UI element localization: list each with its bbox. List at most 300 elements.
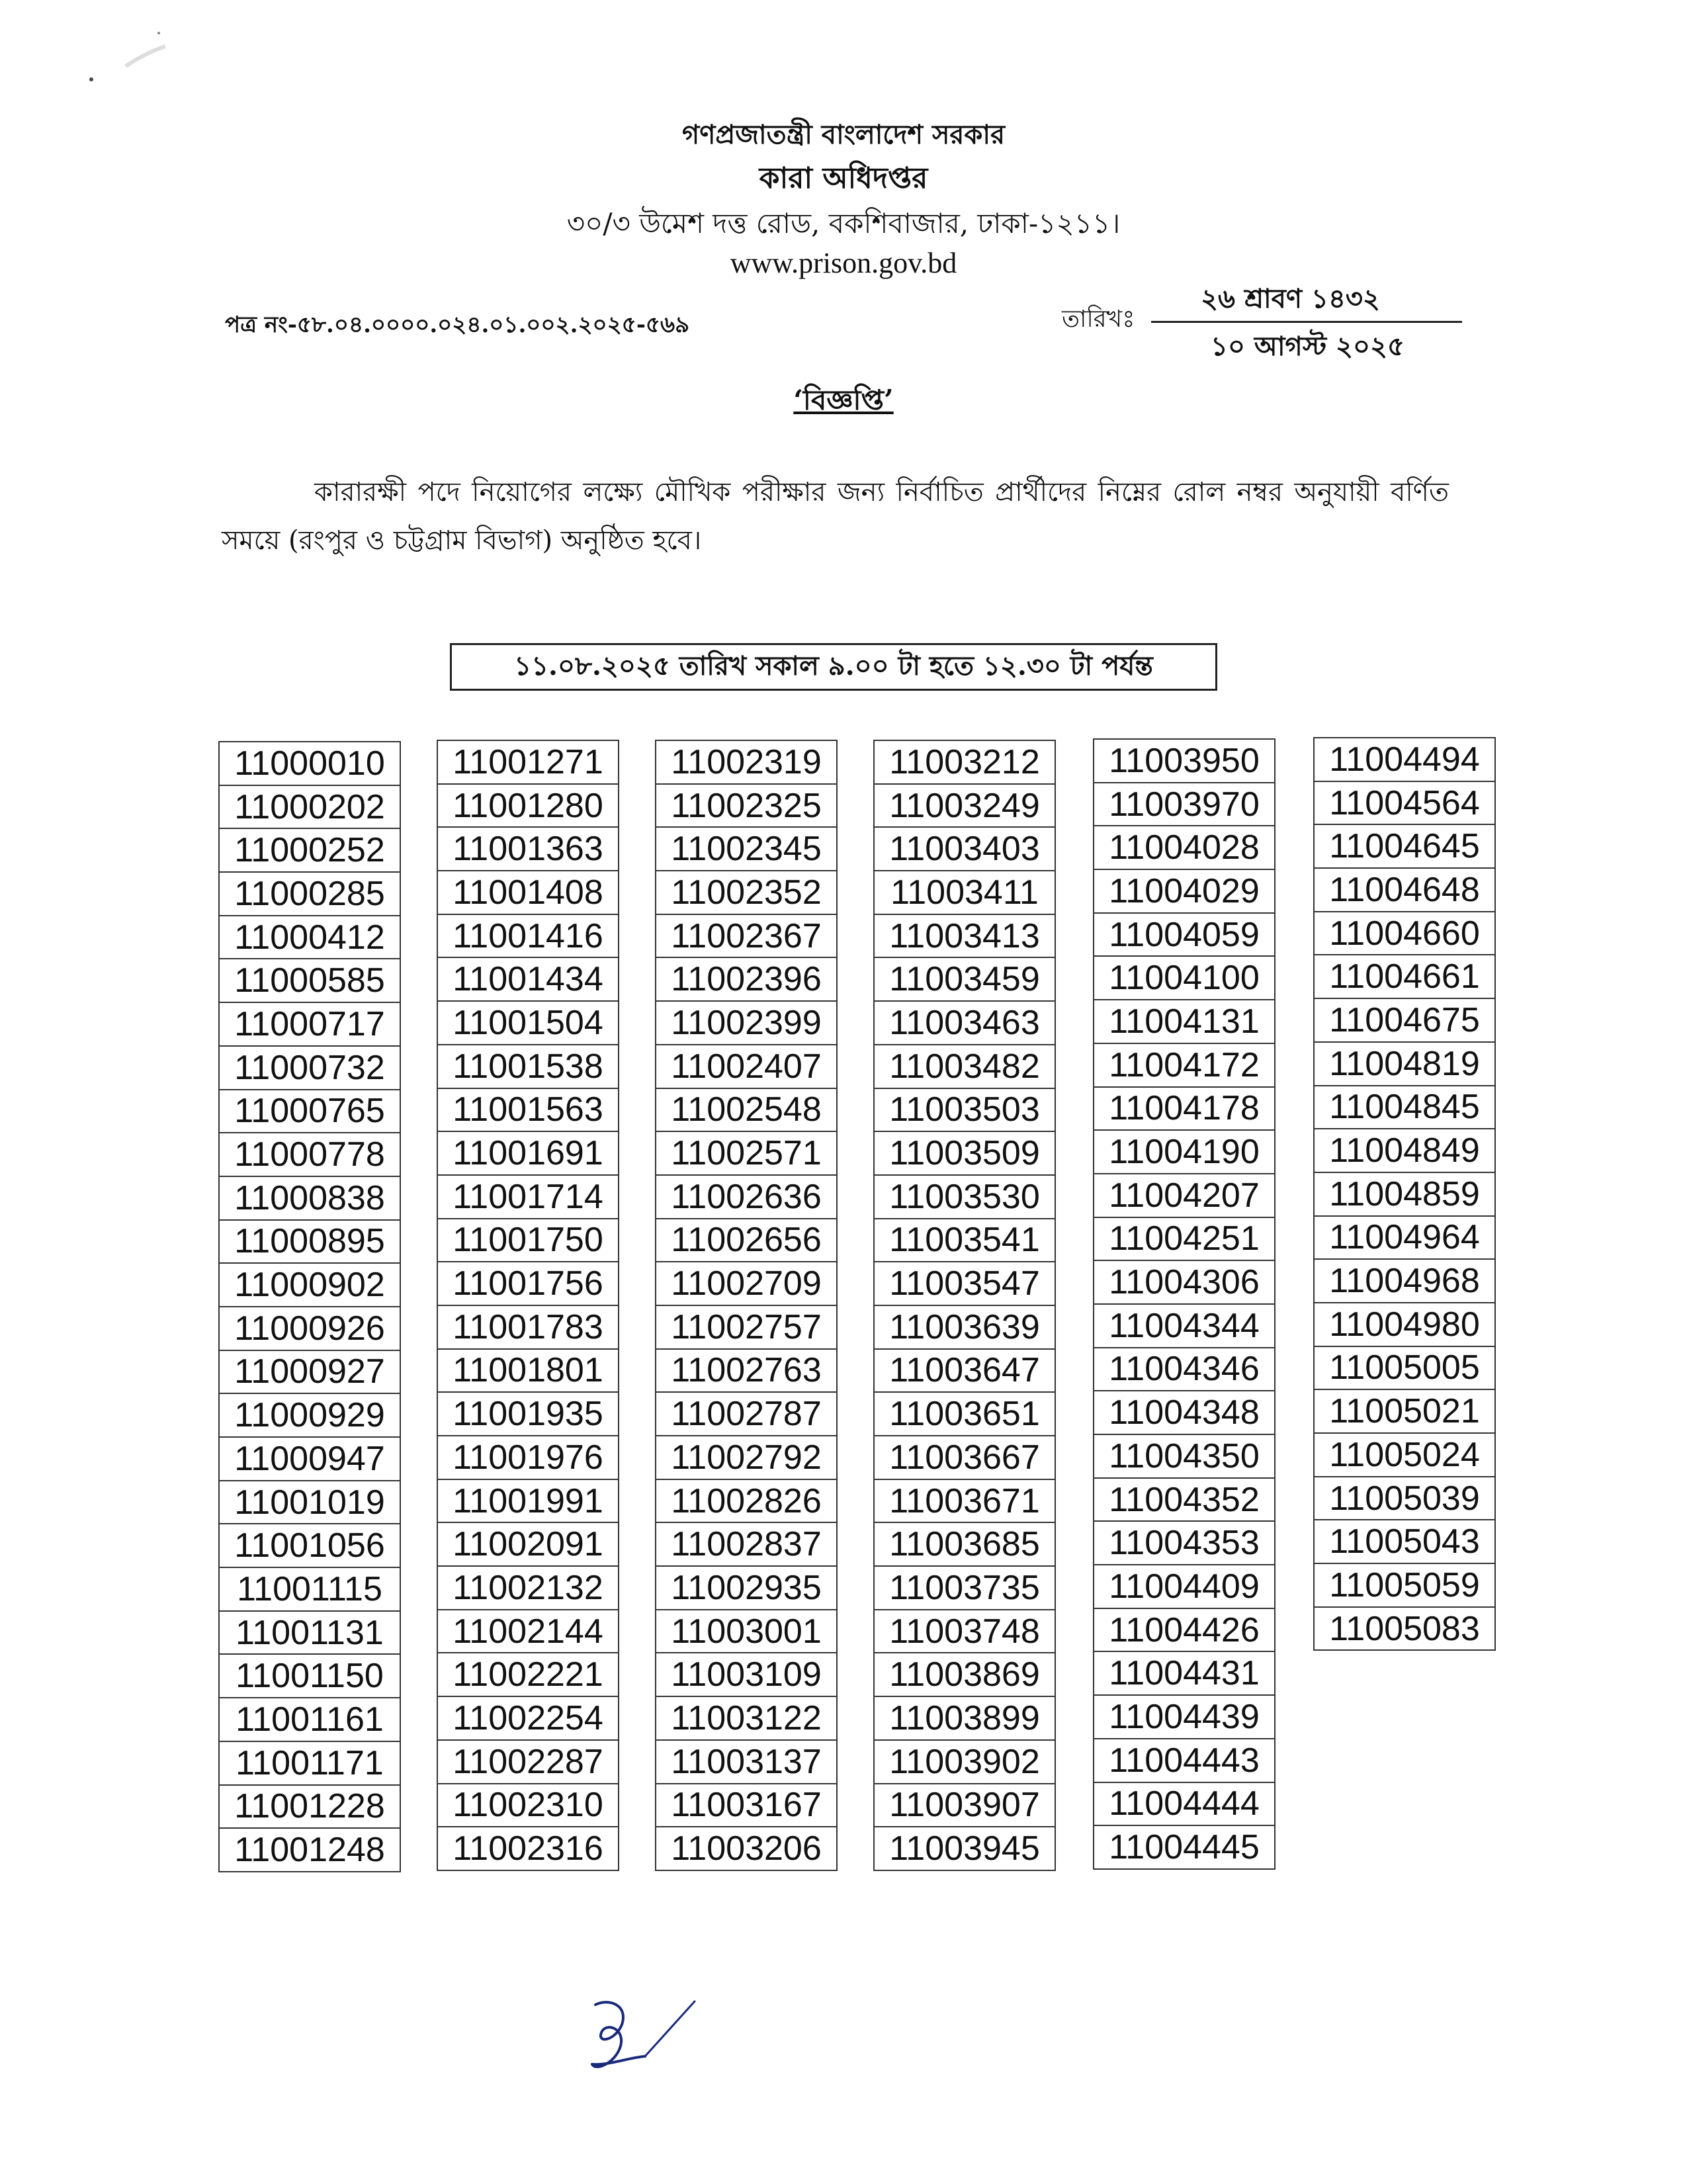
roll-row: [1094, 1174, 1275, 1217]
roll-row: [874, 1219, 1055, 1262]
website-url: www.prison.gov.bd: [730, 247, 957, 279]
roll-number-cell: 11004494: [1314, 738, 1495, 781]
roll-number-column-3: [655, 740, 838, 1871]
roll-row: [656, 784, 837, 828]
roll-row: [1314, 868, 1495, 912]
roll-row: [1314, 1086, 1495, 1129]
roll-number-cell: 11003459: [874, 957, 1055, 1001]
date-divider: [1151, 321, 1462, 323]
roll-number-cell: 11000765: [219, 1090, 400, 1133]
roll-row: [874, 1784, 1055, 1827]
signature: [582, 1991, 701, 2077]
roll-number-cell: 11001019: [219, 1481, 400, 1524]
roll-number-cell: 11000838: [219, 1176, 400, 1220]
roll-number-cell: 11002367: [656, 914, 837, 958]
roll-number-cell: 11003137: [656, 1740, 837, 1784]
roll-row: [656, 914, 837, 958]
roll-row: [437, 1305, 619, 1349]
roll-row: [1094, 1825, 1275, 1869]
roll-row: [1314, 1477, 1495, 1520]
roll-row: [437, 1349, 619, 1393]
roll-number-cell: 11002548: [656, 1088, 837, 1132]
roll-row: [219, 742, 400, 785]
roll-row: [219, 828, 400, 872]
roll-number-cell: 11004352: [1094, 1478, 1275, 1522]
roll-row: [1094, 1434, 1275, 1478]
roll-row: [874, 1305, 1055, 1349]
roll-number-cell: 11000929: [219, 1393, 400, 1437]
roll-row: [1094, 1651, 1275, 1695]
roll-row: [437, 914, 619, 958]
roll-row: [874, 1045, 1055, 1088]
roll-row: [1314, 955, 1495, 998]
roll-number-cell: 11003503: [874, 1088, 1055, 1132]
roll-number-cell: 11000202: [219, 785, 400, 829]
roll-number-cell: 11000947: [219, 1437, 400, 1481]
roll-row: [1314, 998, 1495, 1042]
roll-number-cell: 11004178: [1094, 1087, 1275, 1131]
roll-row: [1094, 1130, 1275, 1174]
roll-row: [437, 1436, 619, 1479]
roll-row: [1314, 912, 1495, 955]
roll-number-cell: 11000717: [219, 1002, 400, 1046]
roll-number-cell: 11003869: [874, 1653, 1055, 1696]
roll-number-cell: 11004350: [1094, 1434, 1275, 1478]
department-name: কারা অধিদপ্তর: [759, 161, 928, 195]
roll-number-cell: 11003413: [874, 914, 1055, 958]
roll-row: [656, 1479, 837, 1523]
roll-row: [437, 740, 619, 784]
roll-number-cell: 11001935: [437, 1392, 619, 1436]
roll-row: [874, 1696, 1055, 1740]
roll-number-cell: 11003950: [1094, 739, 1275, 783]
roll-number-cell: 11002287: [437, 1740, 619, 1784]
roll-number-cell: 11004131: [1094, 1000, 1275, 1043]
roll-number-cell: 11004845: [1314, 1086, 1495, 1129]
roll-number-cell: 11004968: [1314, 1259, 1495, 1303]
roll-number-cell: 11001504: [437, 1001, 619, 1045]
roll-number-cell: 11003541: [874, 1219, 1055, 1262]
roll-row: [219, 959, 400, 1002]
notice-title: [0, 378, 1687, 425]
roll-number-cell: 11002407: [656, 1045, 837, 1088]
roll-number-cell: 11003482: [874, 1045, 1055, 1088]
roll-number-cell: 11001563: [437, 1088, 619, 1132]
roll-row: [656, 740, 837, 784]
roll-number-cell: 11002787: [656, 1392, 837, 1436]
date-label: তারিখঃ: [1062, 306, 1135, 333]
roll-number-column-4: [873, 740, 1056, 1871]
roll-row: [874, 1131, 1055, 1175]
roll-row: [874, 1349, 1055, 1393]
roll-number-cell: 11003651: [874, 1392, 1055, 1436]
roll-row: [1094, 1521, 1275, 1565]
roll-number-cell: 11004819: [1314, 1042, 1495, 1086]
roll-row: [874, 1479, 1055, 1523]
roll-number-cell: 11003639: [874, 1305, 1055, 1349]
roll-number-cell: 11001408: [437, 871, 619, 914]
roll-row: [874, 784, 1055, 828]
roll-row: [219, 1567, 400, 1611]
roll-number-cell: 11002709: [656, 1262, 837, 1305]
government-name: গণপ্রজাতন্ত্রী বাংলাদেশ সরকার: [682, 119, 1005, 150]
roll-row: [219, 1133, 400, 1176]
roll-row: [874, 1001, 1055, 1045]
roll-number-cell: 11002310: [437, 1784, 619, 1827]
roll-row: [656, 1131, 837, 1175]
roll-number-cell: 11003109: [656, 1653, 837, 1696]
roll-row: [219, 1785, 400, 1829]
roll-row: [1314, 1563, 1495, 1607]
roll-row: [1094, 1304, 1275, 1348]
roll-row: [219, 1654, 400, 1698]
roll-number-cell: 11002221: [437, 1653, 619, 1696]
roll-row: [219, 1828, 400, 1872]
roll-row: [1094, 1000, 1275, 1043]
roll-number-cell: 11002763: [656, 1349, 837, 1393]
roll-number-cell: 11004353: [1094, 1521, 1275, 1565]
roll-row: [437, 1784, 619, 1827]
roll-row: [656, 1827, 837, 1870]
roll-row: [874, 740, 1055, 784]
roll-row: [219, 785, 400, 829]
roll-row: [437, 1696, 619, 1740]
roll-row: [656, 1566, 837, 1610]
date-bangla: ২৬ শ্রাবণ ১৪৩২: [1201, 283, 1380, 314]
roll-number-cell: 11004564: [1314, 781, 1495, 825]
roll-number-cell: 11003249: [874, 784, 1055, 828]
roll-number-cell: 11004439: [1094, 1695, 1275, 1739]
roll-row: [656, 1001, 837, 1045]
roll-row: [656, 871, 837, 914]
roll-row: [219, 872, 400, 916]
roll-row: [1314, 1389, 1495, 1433]
roll-row: [1094, 1782, 1275, 1826]
roll-row: [437, 1479, 619, 1523]
roll-number-cell: 11004409: [1094, 1565, 1275, 1608]
roll-number-cell: 11003685: [874, 1522, 1055, 1566]
roll-row: [656, 1740, 837, 1784]
roll-row: [874, 1566, 1055, 1610]
roll-row: [874, 1610, 1055, 1653]
roll-row: [1094, 1260, 1275, 1304]
roll-row: [1094, 1043, 1275, 1087]
roll-number-cell: 11001150: [219, 1654, 400, 1698]
roll-row: [219, 1220, 400, 1264]
roll-row: [437, 1566, 619, 1610]
roll-number-cell: 11004306: [1094, 1260, 1275, 1304]
roll-row: [437, 1740, 619, 1784]
roll-row: [437, 1045, 619, 1088]
roll-number-cell: 11002316: [437, 1827, 619, 1870]
roll-number-cell: 11000285: [219, 872, 400, 916]
roll-number-cell: 11002091: [437, 1522, 619, 1566]
roll-number-cell: 11004346: [1094, 1348, 1275, 1391]
roll-row: [874, 1088, 1055, 1132]
roll-number-cell: 11000252: [219, 828, 400, 872]
roll-number-cell: 11001691: [437, 1131, 619, 1175]
roll-number-cell: 11001115: [219, 1567, 400, 1611]
roll-row: [1314, 1607, 1495, 1651]
roll-number-cell: 11002352: [656, 871, 837, 914]
roll-number-cell: 11004445: [1094, 1825, 1275, 1869]
roll-number-cell: 11005043: [1314, 1520, 1495, 1563]
roll-number-cell: 11001056: [219, 1524, 400, 1567]
roll-number-cell: 11003530: [874, 1175, 1055, 1219]
notice-title-text: ‘বিজ্ঞপ্তি’: [793, 384, 894, 416]
roll-number-cell: 11001280: [437, 784, 619, 828]
roll-row: [656, 1610, 837, 1653]
roll-row: [1094, 1348, 1275, 1391]
roll-number-cell: 11004444: [1094, 1782, 1275, 1826]
roll-row: [656, 827, 837, 871]
roll-row: [219, 1611, 400, 1655]
roll-row: [1094, 1478, 1275, 1522]
roll-row: [874, 1392, 1055, 1436]
roll-number-cell: 11003970: [1094, 783, 1275, 826]
roll-number-cell: 11002792: [656, 1436, 837, 1479]
roll-number-cell: 11002396: [656, 957, 837, 1001]
roll-number-cell: 11000778: [219, 1133, 400, 1176]
roll-number-cell: 11000926: [219, 1307, 400, 1350]
roll-row: [1094, 1739, 1275, 1782]
roll-row: [437, 1219, 619, 1262]
roll-number-cell: 11001991: [437, 1479, 619, 1523]
roll-number-cell: 11003945: [874, 1827, 1055, 1870]
roll-number-cell: 11002319: [656, 740, 837, 784]
roll-row: [437, 1262, 619, 1305]
roll-number-cell: 11003667: [874, 1436, 1055, 1479]
roll-row: [874, 1436, 1055, 1479]
roll-number-cell: 11001131: [219, 1611, 400, 1655]
roll-row: [437, 1522, 619, 1566]
roll-number-cell: 11004648: [1314, 868, 1495, 912]
office-address: ৩০/৩ উমেশ দত্ত রোড, বকশিবাজার, ঢাকা-১২১১।: [566, 207, 1121, 240]
roll-row: [1314, 1259, 1495, 1303]
roll-row: [656, 1436, 837, 1479]
roll-number-cell: 11000927: [219, 1350, 400, 1394]
roll-row: [656, 1219, 837, 1262]
roll-number-cell: 11001161: [219, 1698, 400, 1741]
roll-number-cell: 11004029: [1094, 869, 1275, 913]
roll-number-cell: 11001228: [219, 1785, 400, 1829]
roll-number-cell: 11004207: [1094, 1174, 1275, 1217]
roll-row: [1314, 824, 1495, 868]
roll-number-cell: 11003463: [874, 1001, 1055, 1045]
roll-number-cell: 11005059: [1314, 1563, 1495, 1607]
roll-row: [874, 1175, 1055, 1219]
roll-number-cell: 11002837: [656, 1522, 837, 1566]
roll-row: [656, 1522, 837, 1566]
roll-row: [656, 1653, 837, 1696]
roll-row: [437, 1827, 619, 1870]
roll-number-cell: 11004344: [1094, 1304, 1275, 1348]
roll-row: [1094, 1608, 1275, 1652]
roll-row: [437, 1392, 619, 1436]
roll-row: [656, 1392, 837, 1436]
roll-number-cell: 11001750: [437, 1219, 619, 1262]
roll-row: [437, 871, 619, 914]
roll-number-cell: 11004059: [1094, 913, 1275, 957]
roll-row: [874, 1522, 1055, 1566]
roll-row: [874, 957, 1055, 1001]
roll-number-cell: 11001434: [437, 957, 619, 1001]
memo-number: পত্র নং-৫৮.০৪.০০০০.০২৪.০১.০০২.২০২৫-৫৬৯: [225, 312, 690, 338]
scan-specks: [86, 26, 179, 93]
roll-number-cell: 11001271: [437, 740, 619, 784]
roll-number-cell: 11000412: [219, 916, 400, 959]
roll-number-cell: 11004645: [1314, 824, 1495, 868]
roll-row: [1314, 781, 1495, 825]
roll-number-cell: 11005083: [1314, 1607, 1495, 1651]
roll-row: [219, 1263, 400, 1307]
roll-number-cell: 11002345: [656, 827, 837, 871]
roll-row: [1094, 1217, 1275, 1261]
roll-row: [1314, 1129, 1495, 1172]
roll-number-column-6: [1313, 737, 1496, 1651]
roll-number-cell: 11004100: [1094, 956, 1275, 1000]
roll-number-cell: 11005024: [1314, 1433, 1495, 1477]
roll-number-cell: 11000732: [219, 1046, 400, 1090]
roll-row: [219, 1002, 400, 1046]
roll-number-cell: 11002826: [656, 1479, 837, 1523]
roll-row: [874, 871, 1055, 914]
roll-row: [437, 1088, 619, 1132]
roll-number-cell: 11002399: [656, 1001, 837, 1045]
roll-number-cell: 11001714: [437, 1175, 619, 1219]
roll-number-cell: 11003001: [656, 1610, 837, 1653]
roll-number-cell: 11000010: [219, 742, 400, 785]
roll-row: [437, 1175, 619, 1219]
roll-row: [219, 1350, 400, 1394]
roll-row: [219, 1437, 400, 1481]
roll-row: [1094, 826, 1275, 869]
roll-number-cell: 11005005: [1314, 1346, 1495, 1390]
roll-row: [1094, 1565, 1275, 1608]
roll-row: [1314, 1520, 1495, 1563]
roll-row: [1314, 1303, 1495, 1346]
roll-row: [219, 1176, 400, 1220]
roll-row: [1094, 783, 1275, 826]
roll-number-cell: 11004859: [1314, 1172, 1495, 1216]
roll-number-cell: 11004028: [1094, 826, 1275, 869]
date-gregorian: ১০ আগস্ট ২০২৫: [1211, 331, 1405, 362]
roll-number-cell: 11003122: [656, 1696, 837, 1740]
roll-number-cell: 11002254: [437, 1696, 619, 1740]
roll-number-cell: 11005039: [1314, 1477, 1495, 1520]
roll-row: [874, 1653, 1055, 1696]
roll-row: [656, 1696, 837, 1740]
roll-number-cell: 11000902: [219, 1263, 400, 1307]
roll-row: [874, 914, 1055, 958]
roll-row: [219, 1393, 400, 1437]
roll-row: [219, 1481, 400, 1524]
roll-number-cell: 11000895: [219, 1220, 400, 1264]
roll-number-cell: 11001171: [219, 1741, 400, 1785]
roll-row: [219, 1090, 400, 1133]
roll-number-cell: 11003167: [656, 1784, 837, 1827]
roll-row: [1314, 1172, 1495, 1216]
roll-row: [437, 1653, 619, 1696]
roll-number-cell: 11002325: [656, 784, 837, 828]
roll-number-cell: 11004661: [1314, 955, 1495, 998]
roll-row: [874, 1827, 1055, 1870]
roll-row: [1094, 1695, 1275, 1739]
roll-row: [1314, 738, 1495, 781]
roll-number-cell: 11002636: [656, 1175, 837, 1219]
roll-row: [874, 827, 1055, 871]
roll-row: [437, 1001, 619, 1045]
roll-number-cell: 11004251: [1094, 1217, 1275, 1261]
roll-row: [656, 1088, 837, 1132]
roll-row: [656, 1045, 837, 1088]
roll-number-cell: 11003671: [874, 1479, 1055, 1523]
roll-number-cell: 11001538: [437, 1045, 619, 1088]
roll-row: [1094, 739, 1275, 783]
roll-row: [656, 957, 837, 1001]
roll-number-cell: 11004675: [1314, 998, 1495, 1042]
roll-number-cell: 11004190: [1094, 1130, 1275, 1174]
roll-row: [1314, 1216, 1495, 1260]
schedule-box: ১১.০৮.২০২৫ তারিখ সকাল ৯.০০ টা হতে ১২.৩০ টা পর্যন্ত: [450, 643, 1217, 691]
roll-row: [437, 827, 619, 871]
roll-number-cell: 11003899: [874, 1696, 1055, 1740]
roll-number-cell: 11001756: [437, 1262, 619, 1305]
roll-number-column-2: [437, 740, 619, 1871]
roll-number-cell: 11004964: [1314, 1216, 1495, 1260]
roll-row: [1094, 1087, 1275, 1131]
roll-row: [219, 916, 400, 959]
roll-number-cell: 11002656: [656, 1219, 837, 1262]
roll-row: [656, 1175, 837, 1219]
roll-row: [1094, 956, 1275, 1000]
roll-row: [219, 1307, 400, 1350]
roll-row: [219, 1741, 400, 1785]
roll-row: [874, 1262, 1055, 1305]
roll-row: [1094, 913, 1275, 957]
roll-number-cell: 11004849: [1314, 1129, 1495, 1172]
roll-number-cell: 11002571: [656, 1131, 837, 1175]
roll-number-cell: 11004348: [1094, 1391, 1275, 1434]
roll-row: [656, 1305, 837, 1349]
roll-number-cell: 11002757: [656, 1305, 837, 1349]
roll-number-cell: 11003735: [874, 1566, 1055, 1610]
roll-number-cell: 11001416: [437, 914, 619, 958]
roll-number-cell: 11001783: [437, 1305, 619, 1349]
roll-number-cell: 11003748: [874, 1610, 1055, 1653]
roll-number-cell: 11004431: [1094, 1651, 1275, 1695]
roll-number-cell: 11004443: [1094, 1739, 1275, 1782]
roll-number-cell: 11004660: [1314, 912, 1495, 955]
roll-row: [1314, 1346, 1495, 1390]
roll-number-cell: 11005021: [1314, 1389, 1495, 1433]
roll-row: [437, 1131, 619, 1175]
roll-row: [219, 1698, 400, 1741]
roll-row: [1094, 869, 1275, 913]
roll-row: [656, 1262, 837, 1305]
roll-row: [1314, 1433, 1495, 1477]
roll-row: [656, 1784, 837, 1827]
roll-row: [1314, 1042, 1495, 1086]
roll-number-cell: 11003547: [874, 1262, 1055, 1305]
roll-number-cell: 11001248: [219, 1828, 400, 1872]
roll-row: [437, 957, 619, 1001]
roll-row: [1094, 1391, 1275, 1434]
roll-number-cell: 11001801: [437, 1349, 619, 1393]
roll-number-cell: 11002935: [656, 1566, 837, 1610]
roll-row: [437, 784, 619, 828]
roll-number-cell: 11003206: [656, 1827, 837, 1870]
